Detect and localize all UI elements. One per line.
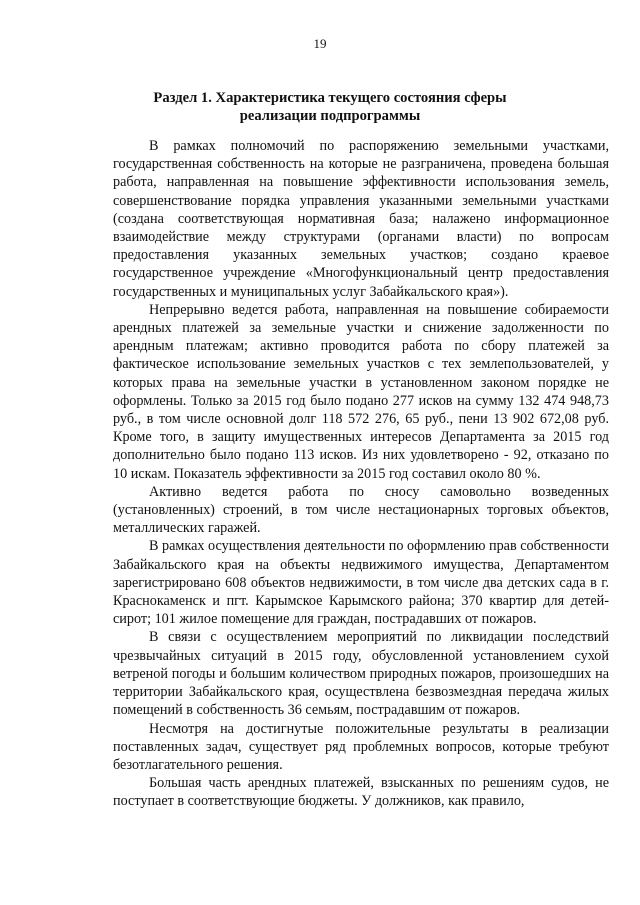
paragraph-court-payments: Большая часть арендных платежей, взысканных по решениям судов, не поступает в соответствующие бюджеты. У должников, как правило, (113, 775, 609, 810)
section-title: Раздел 1. Характеристика текущего состояния сферы реализации подпрограммы (153, 90, 507, 124)
paragraph-problems: Несмотря на достигнутые положительные результаты в реализации поставленных задач, существует ряд проблемных вопросов, которые требуют безотлагательного решения. (113, 720, 609, 773)
paragraph-rent-payments: Непрерывно ведется работа, направленная на повышение собираемости арендных платежей за земельные участки и снижение задолженности по арендным платежам; активно проводится работа по сбору платежей за фактическое использование земельных участков с тех землепользователей, у которых права на земельные участки в установленном законом порядке не оформлены. Только за 2015 год было подано 277 исков на сумму 132 474 948,73 руб., в том числе основной долг 118 572 276, 65 руб., пени 13 902 672,08 руб. Кроме того, в защиту имущественных интересов Департамента за 2015 год дополнительно было подано 113 исков. Из них удовлетворено - 92, отказано по 10 искам. Показатель эффективности за 2015 год составил около 80 %. (113, 301, 609, 482)
page-number: 19 (313, 36, 327, 51)
paragraph-property-registration: В рамках осуществления деятельности по оформлению прав собственности Забайкальского края на объекты недвижимого имущества, Департаментом зарегистрировано 608 объектов недвижимости, в том числе два детских сада в г. Краснокаменск и пгт. Карымское Карымского района; 370 квартир для детей-сирот; 101 жилое помещение для граждан, пострадавших от пожаров. (113, 538, 609, 628)
paragraph-land-management: В рамках полномочий по распоряжению земельными участками, государственная собственность на которые не разграничена, проведена большая работа, направленная на повышение эффективности использования земель, совершенствование порядка управления указанными земельными участками (создана соответствующая нормативная база; налажено информационное взаимодействие между структурами (органами власти) по вопросам предоставления указанных земельных участков; создано краевое государственное учреждение «Многофункциональный центр предоставления государственных и муниципальных услуг Забайкальского края»). (113, 138, 609, 300)
paragraph-emergency-housing: В связи с осуществлением мероприятий по ликвидации последствий чрезвычайных ситуаций в 2015 году, обусловленной установлением сухой ветреной погоды и большим количеством природных пожаров, произошедших на территории Забайкальского края, осуществлена безвозмездная передача жилых помещений в собственность 36 семьям, пострадавшим от пожаров. (113, 629, 609, 719)
paragraph-demolition: Активно ведется работа по сносу самовольно возведенных (установленных) строений, в том числе нестационарных торговых объектов, металлических гаражей. (113, 483, 609, 537)
body-text (113, 137, 609, 811)
